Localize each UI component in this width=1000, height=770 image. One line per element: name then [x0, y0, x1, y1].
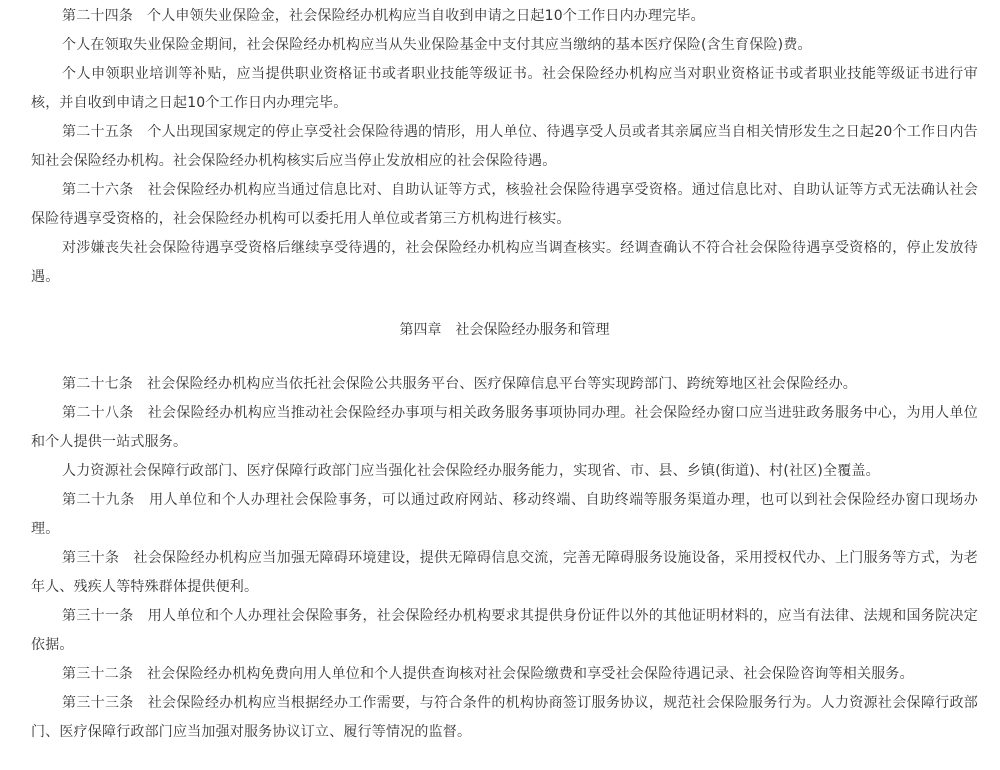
article-number: 第三十一条 [62, 608, 134, 624]
paragraph-article-30 [31, 544, 978, 602]
paragraph-text: 社会保险经办机构应当根据经办工作需要，与符合条件的机构协商签订服务协议，规范社会保险服务行为。人力资源社会保障行政部门、医疗保障行政部门应当加强对服务协议订立、履行等情况的监督。 [31, 695, 978, 740]
article-number: 第三十三条 [62, 695, 134, 711]
paragraph-text: 个人申领职业培训等补贴，应当提供职业资格证书或者职业技能等级证书。社会保险经办机构应当对职业资格证书或者职业技能等级证书进行审核，并自收到申请之日起10个工作日内办理完毕。 [31, 66, 978, 111]
article-number: 第二十六条 [62, 182, 134, 198]
paragraph [31, 457, 978, 486]
chapter-title: 社会保险经办服务和管理 [455, 322, 610, 338]
paragraph-text: 社会保险经办机构应当依托社会保险公共服务平台、医疗保障信息平台等实现跨部门、跨统筹地区社会保险经办。 [147, 376, 857, 392]
paragraph-text: 对涉嫌丧失社会保险待遇享受资格后继续享受待遇的，社会保险经办机构应当调查核实。经调查确认不符合社会保险待遇享受资格的，停止发放待遇。 [31, 240, 978, 285]
paragraph-text: 用人单位和个人办理社会保险事务，可以通过政府网站、移动终端、自助终端等服务渠道办理，也可以到社会保险经办窗口现场办理。 [31, 492, 978, 537]
paragraph-article-31 [31, 602, 978, 660]
paragraph-text: 个人在领取失业保险金期间，社会保险经办机构应当从失业保险基金中支付其应当缴纳的基本医疗保险(含生育保险)费。 [62, 37, 812, 53]
article-number: 第二十四条 [62, 8, 133, 24]
paragraph-text: 个人出现国家规定的停止享受社会保险待遇的情形，用人单位、待遇享受人员或者其亲属应当自相关情形发生之日起20个工作日内告知社会保险经办机构。社会保险经办机构核实后应当停止发放相应的社会保险待遇。 [31, 124, 978, 169]
paragraph-text: 人力资源社会保障行政部门、医疗保障行政部门应当强化社会保险经办服务能力，实现省、市、县、乡镇(街道)、村(社区)全覆盖。 [62, 463, 880, 479]
paragraph-text: 社会保险经办机构免费向用人单位和个人提供查询核对社会保险缴费和享受社会保险待遇记录、社会保险咨询等相关服务。 [147, 666, 914, 682]
paragraph-text: 用人单位和个人办理社会保险事务，社会保险经办机构要求其提供身份证件以外的其他证明材料的，应当有法律、法规和国务院决定依据。 [31, 608, 978, 653]
article-number: 第二十七条 [62, 376, 133, 392]
section-before [31, 2, 978, 292]
section-after [31, 370, 978, 747]
paragraph-article-26 [31, 176, 978, 234]
paragraph-article-25 [31, 118, 978, 176]
paragraph-text: 社会保险经办机构应当加强无障碍环境建设，提供无障碍信息交流，完善无障碍服务设施设备，采用授权代办、上门服务等方式，为老年人、残疾人等特殊群体提供便利。 [31, 550, 978, 595]
paragraph-article-27 [31, 370, 978, 399]
paragraph-text: 个人申领失业保险金，社会保险经办机构应当自收到申请之日起10个工作日内办理完毕。 [147, 8, 705, 24]
article-number: 第二十五条 [62, 124, 134, 140]
chapter-number: 第四章 [399, 322, 442, 338]
article-number: 第二十八条 [62, 405, 134, 421]
paragraph [31, 60, 978, 118]
paragraph-article-32 [31, 660, 978, 689]
paragraph [31, 31, 978, 60]
paragraph-article-24 [31, 2, 978, 31]
paragraph-text: 社会保险经办机构应当通过信息比对、自助认证等方式，核验社会保险待遇享受资格。通过信息比对、自助认证等方式无法确认社会保险待遇享受资格的，社会保险经办机构可以委托用人单位或者第三方机构进行核实。 [31, 182, 978, 227]
paragraph-article-29 [31, 486, 978, 544]
article-number: 第二十九条 [62, 492, 135, 508]
paragraph [31, 234, 978, 292]
paragraph-text: 社会保险经办机构应当推动社会保险经办事项与相关政务服务事项协同办理。社会保险经办窗口应当进驻政务服务中心，为用人单位和个人提供一站式服务。 [31, 405, 978, 450]
article-number: 第三十二条 [62, 666, 133, 682]
paragraph-article-33 [31, 689, 978, 747]
paragraph-article-28 [31, 399, 978, 457]
chapter-heading [31, 292, 978, 370]
article-number: 第三十条 [62, 550, 120, 566]
